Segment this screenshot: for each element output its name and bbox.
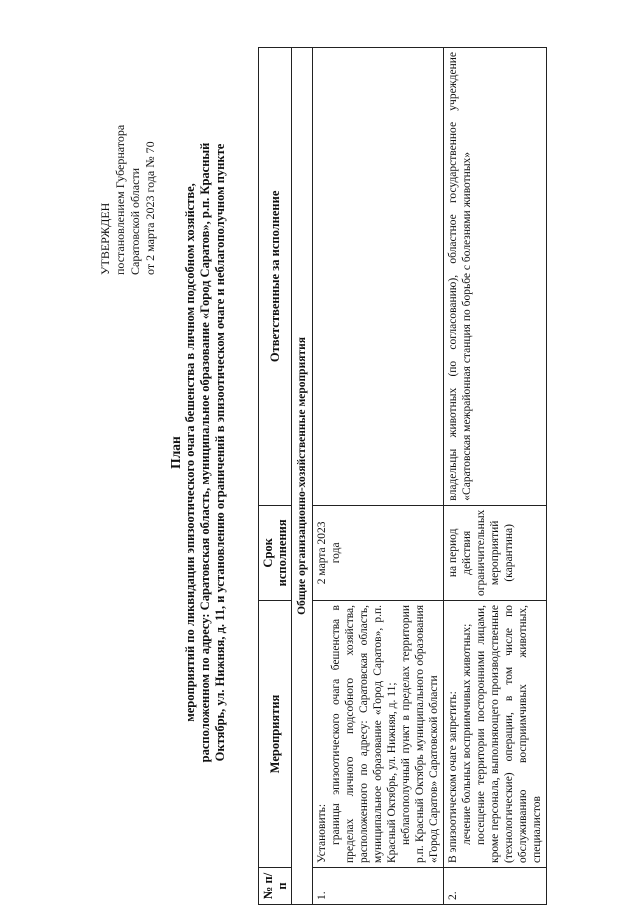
header-num: № п/п: [259, 868, 292, 905]
row-2-item-2: посещение территории посторонними лицами, кроме персонала, выполняющего производственные (технологические) операции, в том числе по обслуживанию восприимчивых животных, специалистов: [475, 605, 543, 863]
row-2-item-1: лечение больных восприимчивых животных;: [461, 623, 473, 845]
table-row: [313, 48, 444, 905]
approval-line-1: УТВЕРЖДЕН: [98, 202, 112, 275]
row-1-responsible: [313, 48, 444, 506]
table-row: [444, 48, 547, 905]
row-1-activities: [313, 601, 444, 868]
header-term: Срок исполнения: [259, 505, 292, 600]
row-2-term: на период действия ограничительных мероприятий (карантина): [444, 505, 547, 600]
document-title: [168, 60, 228, 845]
plan-table: [258, 47, 547, 905]
row-2-intro: В эпизоотическом очаге запретить:: [447, 691, 459, 863]
table-header-row: [259, 48, 292, 905]
approval-stamp: [98, 125, 158, 275]
approval-line-3: Саратовской области: [128, 167, 142, 275]
row-1-intro: Установить:: [316, 803, 328, 863]
row-2-num: 2.: [444, 868, 547, 905]
row-2-activities: [444, 601, 547, 868]
title-line-2: расположенном по адресу: Саратовская область, муниципальное образование «Город Саратов», р.п. Красный: [198, 142, 212, 763]
title-heading: План: [168, 436, 183, 469]
header-responsible: Ответственные за исполнение: [259, 48, 292, 506]
row-2-responsible: владельцы животных (по согласованию), областное государственное учреждение «Саратовская межрайонная станция по борьбе с болезнями животных»: [444, 48, 547, 506]
row-1-term: 2 марта 2023 года: [313, 505, 444, 600]
title-line-1: мероприятий по ликвидации эпизоотического очага бешенства в личном подсобном хозяйстве,: [183, 183, 197, 722]
row-1-item-1: границы эпизоотического очага бешенства в пределах личного подсобного хозяйства, расположенного по адресу: Саратовская область, муниципальное образование «Город Саратов», р.п. Красный Октябрь, ул. Нижняя, д. 11;: [330, 605, 398, 863]
section-title: Общие организационно-хозяйственные мероприятия: [292, 48, 313, 905]
row-1-num: 1.: [313, 868, 444, 905]
approval-line-4: от 2 марта 2023 года № 70: [143, 141, 157, 275]
section-row: [292, 48, 313, 905]
header-activities: Мероприятия: [259, 601, 292, 868]
row-1-item-2: неблагополучный пункт в пределах территории р.п. Красный Октябрь муниципального образования «Город Саратов» Саратовской области: [400, 605, 440, 863]
approval-line-2: постановлением Губернатора: [113, 124, 127, 275]
title-line-3: Октябрь, ул. Нижняя, д. 11, и установлению ограничений в эпизоотическом очаге и неблагополучном пункте: [213, 143, 227, 762]
